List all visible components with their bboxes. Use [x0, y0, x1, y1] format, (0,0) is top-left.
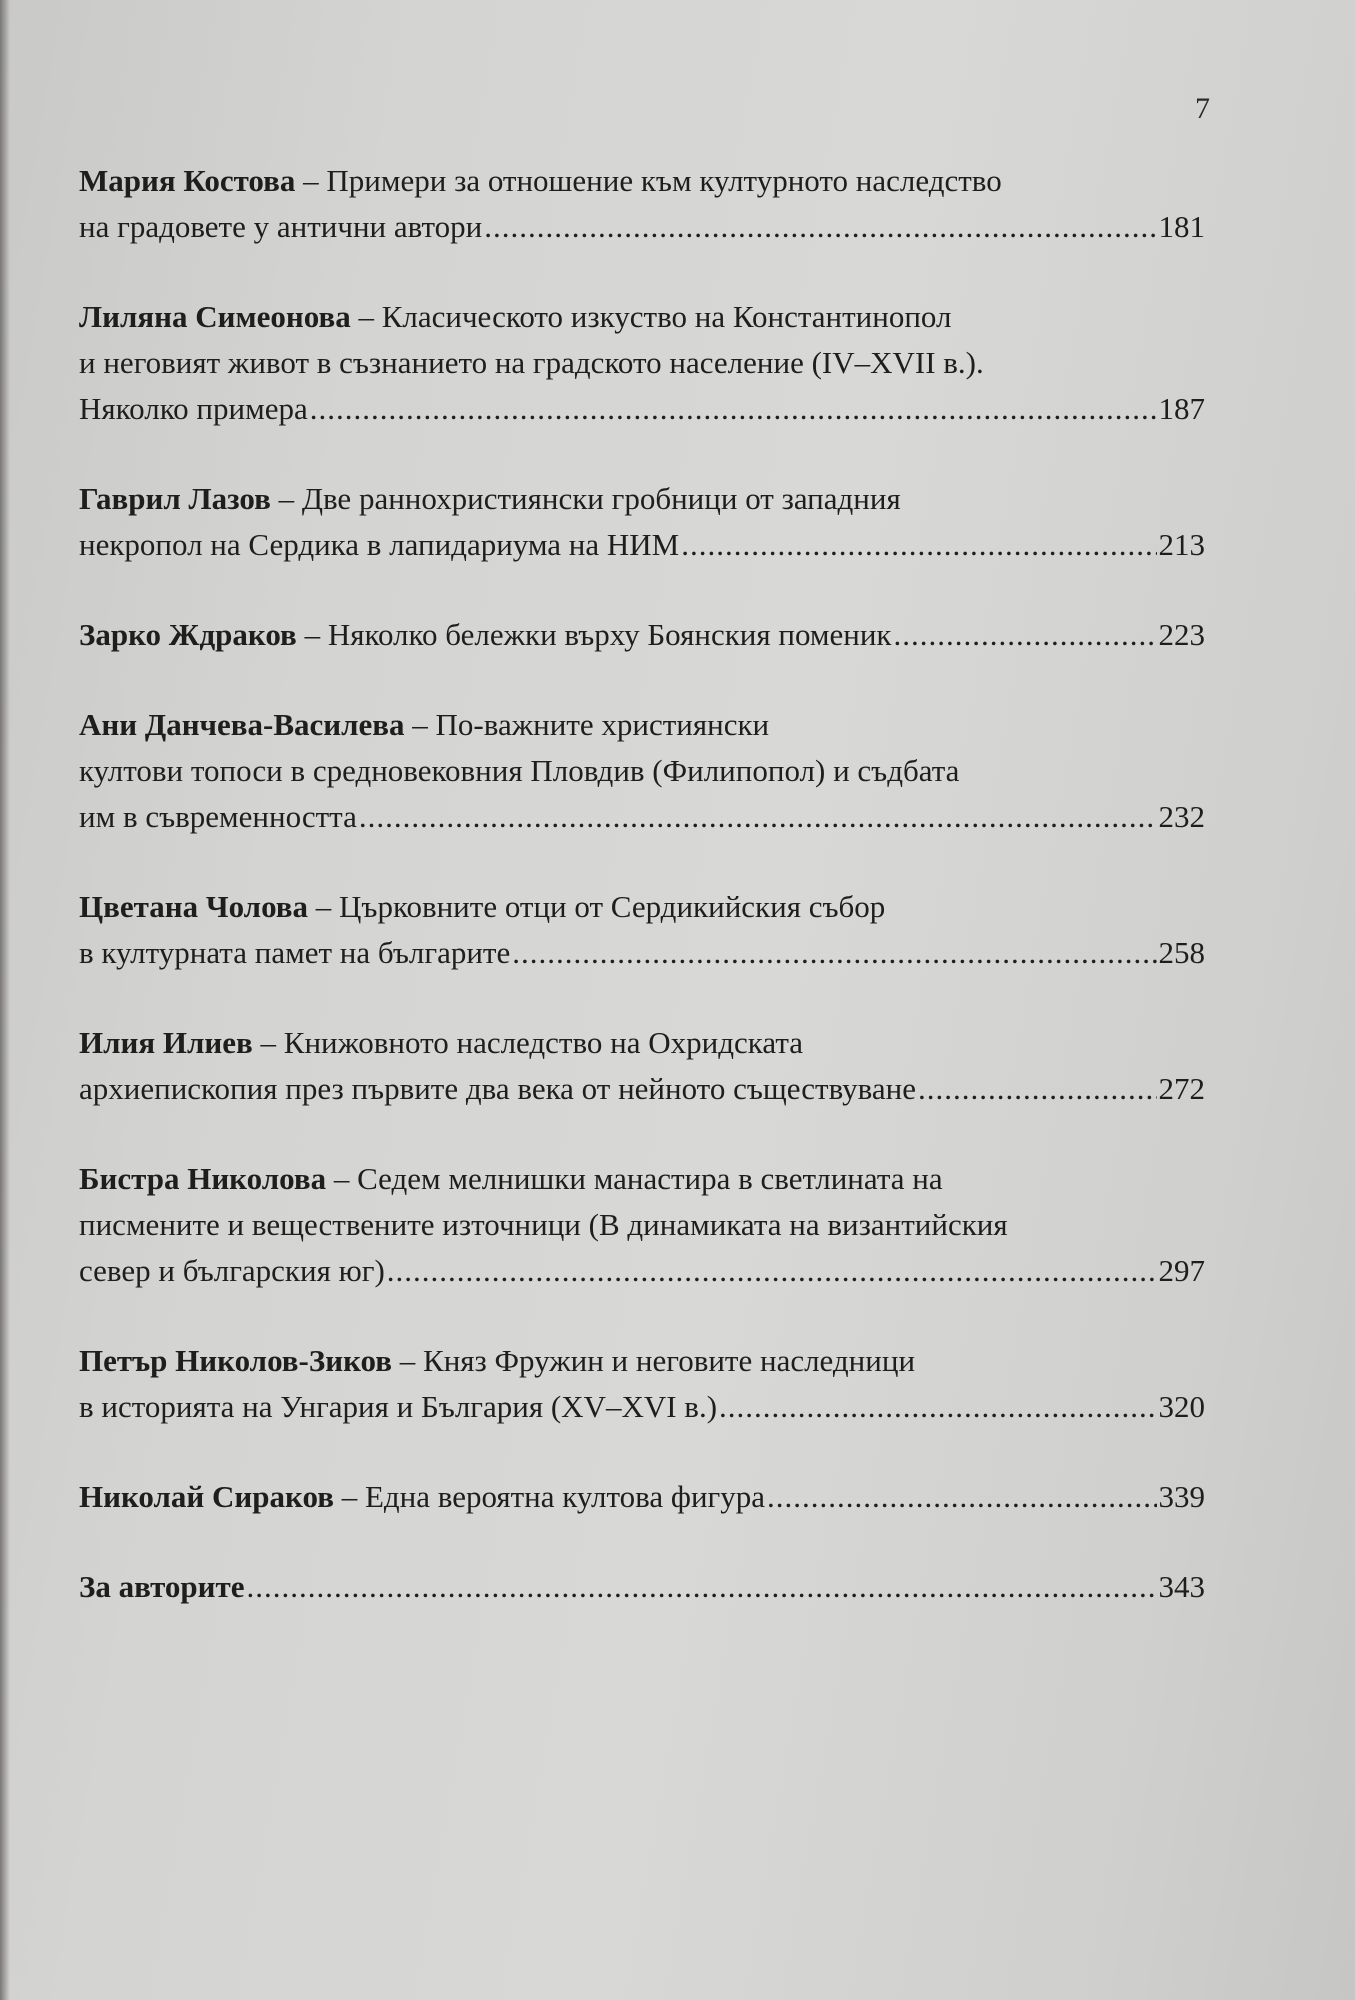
toc-title-text: на градовете у антични автори — [79, 209, 483, 244]
toc-title-text: им в съвременността — [79, 799, 357, 834]
toc-page-number: 339 — [1158, 1479, 1205, 1514]
toc-entry-text — [79, 794, 357, 840]
toc-author: Бистра Николова — [79, 1161, 327, 1196]
toc-author: Мария Костова — [79, 163, 296, 198]
toc-title-text: писмените и веществените източници (В динамиката на византийския — [79, 1207, 1008, 1242]
toc-entry-text — [79, 1161, 943, 1196]
toc-dash: – — [326, 1161, 358, 1196]
toc-page-number: 187 — [1158, 391, 1205, 426]
toc-entry-text — [79, 930, 510, 976]
toc-entry-final-line — [79, 204, 1205, 250]
page-number: 7 — [1195, 92, 1210, 125]
toc-entry-line — [79, 1338, 1205, 1384]
toc-entry[interactable] — [79, 1020, 1205, 1112]
toc-entry-text — [79, 204, 482, 250]
toc-dash: – — [392, 1343, 424, 1378]
toc-title-text: Примери за отношение към културното наследство — [326, 163, 1002, 198]
toc-title-text: некропол на Сердика в лапидариума на НИМ — [79, 527, 680, 562]
toc-entry-text — [79, 1343, 915, 1378]
toc-author: Ани Данчева-Василева — [79, 707, 405, 742]
toc-entry-final-line — [79, 1384, 1205, 1430]
toc-author: Илия Илиев — [79, 1025, 253, 1060]
toc-entry-line — [79, 476, 1205, 522]
toc-dash: – — [333, 1479, 365, 1514]
toc-page-number: 343 — [1158, 1569, 1205, 1604]
toc-page-number: 258 — [1158, 935, 1205, 970]
toc-entry-final-line — [79, 794, 1205, 840]
toc-author: Цветана Чолова — [79, 889, 309, 924]
toc-title-text: По-важните християнски — [435, 707, 770, 742]
dot-leader — [247, 1564, 1157, 1610]
toc-author: Гаврил Лазов — [79, 481, 271, 516]
toc-entry[interactable] — [79, 1156, 1205, 1294]
toc-entry-text — [79, 1207, 1008, 1242]
toc-entry-final-line — [79, 1248, 1205, 1294]
toc-entry-text — [79, 707, 769, 742]
toc-entry-line — [79, 158, 1205, 204]
toc-entry-line — [79, 340, 1205, 386]
toc-title-text: в културната памет на българите — [79, 935, 511, 970]
toc-entry-text — [79, 612, 891, 658]
toc-title-text: Книжовното наследство на Охридската — [283, 1025, 804, 1060]
toc-page-number: 320 — [1158, 1389, 1205, 1424]
toc-entry-text — [79, 163, 1002, 198]
toc-entry-line — [79, 884, 1205, 930]
toc-entry-text — [79, 481, 901, 516]
toc-dash: – — [270, 481, 302, 516]
toc-page-number: 297 — [1158, 1253, 1205, 1288]
toc-author: За авторите — [79, 1569, 245, 1604]
toc-entry[interactable] — [79, 1338, 1205, 1430]
toc-title-text: Църковните отци от Сердикийския събор — [339, 889, 886, 924]
dot-leader — [719, 1384, 1156, 1430]
toc-page-number: 181 — [1158, 209, 1205, 244]
dot-leader — [767, 1474, 1156, 1520]
toc-page-number: 213 — [1158, 527, 1205, 562]
toc-title-text: Няколко бележки върху Боянския поменик — [327, 617, 892, 652]
toc-entry-text — [79, 299, 951, 334]
toc-author: Зарко Ждраков — [79, 617, 297, 652]
toc-entry-line — [79, 1020, 1205, 1066]
toc-entry-text — [79, 522, 679, 568]
dot-leader — [512, 930, 1156, 976]
toc-entry-text — [79, 386, 308, 432]
dot-leader — [681, 522, 1156, 568]
toc-entry-line — [79, 702, 1205, 748]
toc-entry-text — [79, 1066, 916, 1112]
toc-title-text: север и българския юг) — [79, 1253, 385, 1288]
toc-entry-text — [79, 1474, 765, 1520]
toc-entry-line — [79, 1202, 1205, 1248]
dot-leader — [359, 794, 1157, 840]
toc-entry-final-line — [79, 1066, 1205, 1112]
toc-entry-final-line — [79, 1564, 1205, 1610]
toc-title-text: Две раннохристиянски гробници от западния — [301, 481, 901, 516]
toc-title-text: Княз Фружин и неговите наследници — [423, 1343, 916, 1378]
toc-entry-text — [79, 345, 984, 380]
toc-page-number: 232 — [1158, 799, 1205, 834]
toc-entry[interactable] — [79, 612, 1205, 658]
toc-dash: – — [295, 163, 327, 198]
toc-entry-final-line — [79, 612, 1205, 658]
toc-entry[interactable] — [79, 702, 1205, 840]
toc-entry-text — [79, 1564, 245, 1610]
toc-page-number: 272 — [1158, 1071, 1205, 1106]
toc-dash: – — [252, 1025, 284, 1060]
toc-title-text: култови топоси в средновековния Пловдив (Филипопол) и съдбата — [79, 753, 960, 788]
toc-author: Николай Сираков — [79, 1479, 334, 1514]
toc-dash: – — [404, 707, 436, 742]
toc-title-text: Една вероятна култова фигура — [364, 1479, 766, 1514]
toc-entry-text — [79, 753, 959, 788]
toc-entry-final-line — [79, 522, 1205, 568]
dot-leader — [893, 612, 1156, 658]
toc-entry[interactable] — [79, 1564, 1205, 1610]
toc-entry[interactable] — [79, 158, 1205, 250]
toc-entry[interactable] — [79, 476, 1205, 568]
toc-title-text: и неговият живот в съзнанието на градското население (IV–XVII в.). — [79, 345, 984, 380]
dot-leader — [310, 386, 1157, 432]
toc-entry-final-line — [79, 930, 1205, 976]
toc-entry-line — [79, 748, 1205, 794]
dot-leader — [484, 204, 1156, 250]
toc-entry-text — [79, 889, 885, 924]
toc-entry-text — [79, 1025, 803, 1060]
toc-title-text: Седем мелнишки манастира в светлината на — [357, 1161, 943, 1196]
toc-entry-line — [79, 294, 1205, 340]
toc-author: Лиляна Симеонова — [79, 299, 351, 334]
toc-title-text: в историята на Унгария и България (XV–XVI в.) — [79, 1389, 718, 1424]
toc-title-text: Няколко примера — [79, 391, 308, 426]
table-of-contents — [79, 158, 1205, 1654]
toc-entry-final-line — [79, 1474, 1205, 1520]
toc-entry-final-line — [79, 386, 1205, 432]
toc-entry-text — [79, 1248, 385, 1294]
toc-page-number: 223 — [1158, 617, 1205, 652]
toc-entry[interactable] — [79, 1474, 1205, 1520]
toc-dash: – — [308, 889, 340, 924]
dot-leader — [918, 1066, 1157, 1112]
toc-entry-text — [79, 1384, 717, 1430]
toc-entry[interactable] — [79, 294, 1205, 432]
toc-entry[interactable] — [79, 884, 1205, 976]
toc-dash: – — [296, 617, 328, 652]
toc-title-text: архиепископия през първите два века от нейното съществуване — [79, 1071, 916, 1106]
toc-title-text: Класическото изкуство на Константинопол — [381, 299, 952, 334]
toc-entry-line — [79, 1156, 1205, 1202]
dot-leader — [387, 1248, 1157, 1294]
toc-author: Петър Николов-Зиков — [79, 1343, 393, 1378]
toc-dash: – — [350, 299, 382, 334]
